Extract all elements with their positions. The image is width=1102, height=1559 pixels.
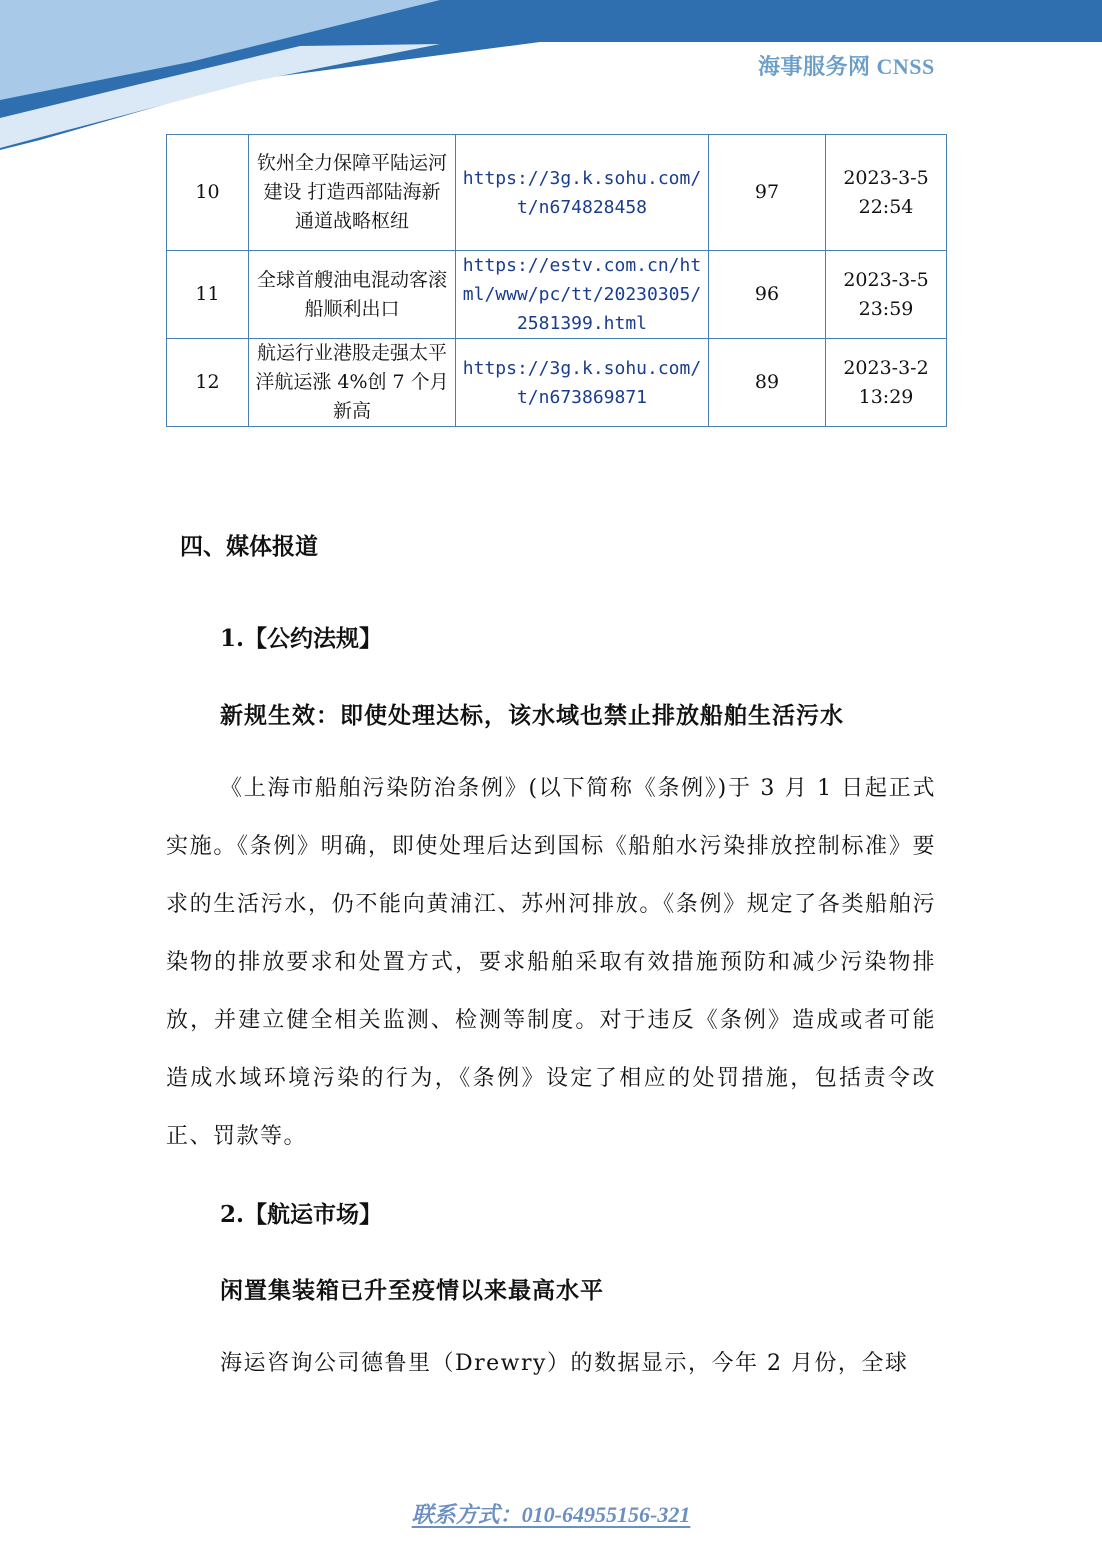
- article-headline: 闲置集装箱已升至疫情以来最高水平: [220, 1277, 604, 1304]
- article-link[interactable]: https://3g.k.sohu.com/t/n674828458: [456, 135, 709, 251]
- row-number: 10: [167, 135, 249, 251]
- read-count: 89: [709, 339, 826, 427]
- table-row: [167, 251, 947, 339]
- footer-contact: 联系方式：010-64955156-321: [411, 1502, 691, 1527]
- publish-date: 2023-3-5: [843, 166, 929, 189]
- row-number: 12: [167, 339, 249, 427]
- article-title: 航运行业港股走强太平洋航运涨 4%创 7 个月新高: [249, 339, 456, 427]
- publish-date: 2023-3-2: [843, 356, 929, 379]
- category-label: 2.【航运市场】: [220, 1201, 383, 1228]
- table-row: [167, 135, 947, 251]
- publish-time: 22:54: [858, 195, 914, 218]
- read-count: 97: [709, 135, 826, 251]
- category-label: 1.【公约法规】: [220, 625, 383, 652]
- publish-datetime: [826, 135, 947, 251]
- article-body: 海运咨询公司德鲁里（Drewry）的数据显示，今年 2 月份，全球: [220, 1351, 909, 1376]
- brand-text: 海事服务网 CNSS: [758, 54, 935, 79]
- article-link[interactable]: https://3g.k.sohu.com/t/n673869871: [456, 339, 709, 427]
- section-heading: 四、媒体报道: [180, 533, 318, 560]
- publish-time: 23:59: [858, 297, 914, 320]
- article-headline: 新规生效：即使处理达标，该水域也禁止排放船舶生活污水: [220, 702, 844, 729]
- article-link[interactable]: https://estv.com.cn/html/www/pc/tt/20230305/2581399.html: [456, 251, 709, 339]
- news-table: [166, 134, 947, 427]
- row-number: 11: [167, 251, 249, 339]
- publish-time: 13:29: [858, 385, 914, 408]
- article-body: 《上海市船舶污染防治条例》(以下简称《条例》)于 3 月 1 日起正式实施。《条例》明确，即使处理后达到国标《船舶水污染排放控制标准》要求的生活污水，仍不能向黄浦江、苏州河排放。《条例》规定了各类船舶污染物的排放要求和处置方式，要求船舶采取有效措施预防和减少污染物排放，并建立健全相关监测、检测等制度。对于违反《条例》造成或者可能造成水域环境污染的行为，《条例》设定了相应的处罚措施，包括责令改正、罚款等。: [166, 776, 936, 1149]
- article-title: 钦州全力保障平陆运河建设 打造西部陆海新通道战略枢纽: [249, 135, 456, 251]
- read-count: 96: [709, 251, 826, 339]
- publish-datetime: [826, 339, 947, 427]
- publish-date: 2023-3-5: [843, 268, 929, 291]
- article-title: 全球首艘油电混动客滚船顺利出口: [249, 251, 456, 339]
- publish-datetime: [826, 251, 947, 339]
- table-row: [167, 339, 947, 427]
